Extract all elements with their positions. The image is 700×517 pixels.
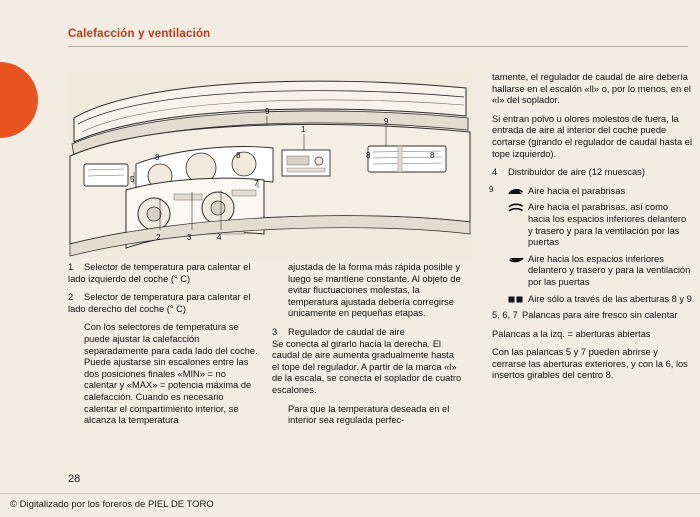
svg-text:8: 8 xyxy=(366,151,371,160)
text-column-2 xyxy=(272,262,462,434)
air-to-windshield-icon xyxy=(508,187,524,197)
svg-text:5: 5 xyxy=(130,175,135,184)
bullet-text: Aire hacia el parabrisas xyxy=(528,185,626,196)
column2-paragraph-bottom: Para que la temperatura deseada en el interior sea regulada perfec- xyxy=(288,403,450,426)
item-title: Distribuidor de aire (12 muescas) xyxy=(508,167,645,178)
page-header-title: Calefacción y ventilación xyxy=(68,28,211,40)
column3-paragraph-second: Si entran polvo u olores molestos de fuera, la entrada de aire al interior del coche puede cortarse (girando el regulador de caudal hasta el tope izquierdo). xyxy=(492,113,693,159)
item-number: 4 xyxy=(492,167,498,178)
column3-paragraph-top: tamente, el regulador de caudal de aire debería hallarse en el escalón «ll» o, por lo menos, en el «l» del soplador. xyxy=(492,72,691,106)
list-item xyxy=(272,327,462,397)
column3-paragraph-bottom: Con las palancas 5 y 7 pueden abrirse y cerrarse las aberturas exteriores, y con la 6, los insertos girables del centro 8. xyxy=(492,347,688,381)
page-number: 28 xyxy=(68,473,81,485)
bullet-row xyxy=(508,202,692,248)
item-number: 5, 6, 7 xyxy=(492,310,518,321)
column3-paragraph-levers: Palancas a la izq. = aberturas abiertas xyxy=(492,328,651,339)
dashboard-illustration xyxy=(68,72,494,258)
item-title: Regulador de caudal de aire xyxy=(288,326,405,337)
svg-text:3: 3 xyxy=(187,233,192,242)
column2-paragraph-top: ajustada de la forma más rápida posible y luego se mantiene constante. Al objeto de evitar fluctuaciones molestas, la temperatura ajustada debería corregirse únicamente en pequeñas etapas. xyxy=(288,262,461,319)
bullet-row xyxy=(508,186,692,198)
decorative-orange-blob xyxy=(0,62,38,138)
item-title: Palancas para aire fresco sin calentar xyxy=(522,310,678,321)
svg-text:8: 8 xyxy=(155,153,160,162)
bullet-text: Aire hacia el parabrisas, así como hacia los espacios inferiores delantero y trasero y para la ventilación por las puertas xyxy=(528,202,687,248)
item-text: Se conecta al girarlo hacia la derecha. El caudal de aire aumenta gradualmente hasta el tope del regulador. A partir de la marca «l» de la escala, se conecta el soplador de cuatro escalones. xyxy=(272,338,462,395)
svg-text:7: 7 xyxy=(254,179,259,188)
item-text: Selector de temperatura para calentar el lado derecho del coche (° C) xyxy=(68,292,251,314)
bullet-row xyxy=(508,254,692,289)
item-number: 1 xyxy=(68,262,74,272)
footer-divider xyxy=(0,493,700,494)
svg-text:9: 9 xyxy=(265,107,270,116)
svg-text:9: 9 xyxy=(384,117,389,126)
item-number: 2 xyxy=(68,292,74,303)
svg-text:9: 9 xyxy=(489,185,494,194)
bullet-text: Aire sólo a través de las aberturas 8 y 9 xyxy=(528,293,692,304)
svg-text:8: 8 xyxy=(236,151,241,160)
list-item xyxy=(68,262,258,285)
item-text: Selector de temperatura para calentar el lado izquierdo del coche (° C) xyxy=(68,262,251,284)
column1-paragraph: Con los selectores de temperatura se puede ajustar la calefacción separadamente para cada lado del coche. Puede ajustarse sin escalones entre las dos posiciones finales «MIN» = no calentar y «MAX» = potencia máxima de calefacción. Cuando es necesario calentar el compartimiento interior, se alcanza la temperatura xyxy=(84,322,258,426)
svg-text:1: 1 xyxy=(301,125,306,134)
list-item xyxy=(492,310,692,322)
item-number: 3 xyxy=(272,326,278,337)
svg-text:8: 8 xyxy=(430,151,435,160)
air-through-vents-icon xyxy=(508,295,524,305)
text-column-1 xyxy=(68,262,258,434)
bullet-row xyxy=(508,294,692,306)
air-to-windshield-and-lower-icon xyxy=(508,203,524,213)
list-item xyxy=(492,167,692,179)
header-divider xyxy=(68,46,688,47)
text-column-3 xyxy=(492,72,692,389)
bullet-text: Aire hacia los espacios inferiores delantero y trasero y para la ventilación por las puertas xyxy=(528,253,691,287)
footer-credit: © Digitalizado por los foreros de PIEL DE TORO xyxy=(10,499,214,510)
svg-text:4: 4 xyxy=(217,233,222,242)
list-item xyxy=(68,292,258,315)
air-to-lower-icon xyxy=(508,255,524,265)
svg-text:2: 2 xyxy=(156,233,161,242)
